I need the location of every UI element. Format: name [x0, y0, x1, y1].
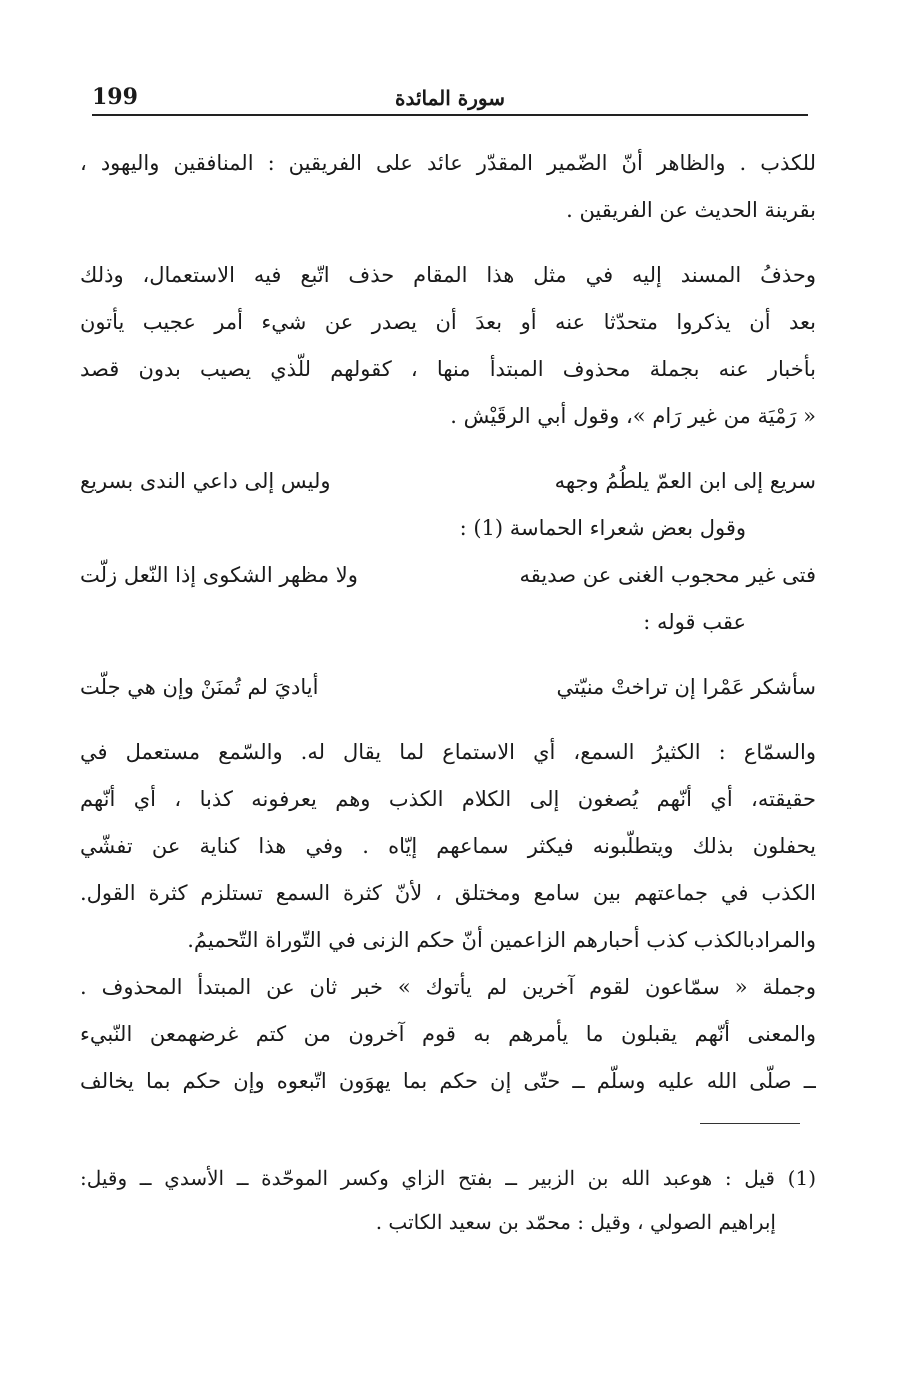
verse-first-hemistich: سأشكر عَمْرا إن تراختْ منيّتي — [556, 675, 816, 699]
text-line: للكذب . والظاهر أنّ الضّمير المقدّر عائد على الفريقين : المنافقين واليهود ، — [80, 151, 816, 175]
text-line: والمرادبالكذب كذب أحبارهم الزاعمين أنّ حكم الزنى في التّوراة التّحميمُ. — [187, 928, 816, 952]
verse-first-hemistich: سريع إلى ابن العمّ يلطُمُ وجهه — [554, 469, 816, 493]
text-line: « رَمْيَة من غير رَام »، وقول أبي الرقَيْش . — [450, 404, 816, 428]
text-line: عقب قوله : — [643, 610, 746, 634]
poem-verse — [80, 458, 816, 505]
main-text — [80, 140, 816, 1105]
header-rule — [92, 114, 808, 116]
text-line: والمعنى أنّهم يقبلون ما يأمرهم به قوم آخرون من كتم غرضهمعن النّبيء — [80, 1022, 816, 1046]
footnote-line: (1) قيل : هوعبد الله بن الزبير ــ بفتح الزاي وكسر الموحّدة ــ الأسدي ــ وقيل: — [80, 1166, 816, 1190]
footnote-line: إبراهيم الصولي ، وقيل : محمّد بن سعيد الكاتب . — [375, 1210, 776, 1234]
text-line: وجملة « سمّاعون لقوم آخرين لم يأتوك » خبر ثان عن المبتدأ المحذوف . — [80, 975, 816, 999]
text-line: وقول بعض شعراء الحماسة (1) : — [459, 516, 746, 540]
verse-first-hemistich: فتى غير محجوب الغنى عن صديقه — [519, 563, 816, 587]
page-header — [92, 84, 808, 114]
verse-second-hemistich: ولا مظهر الشكوى إذا النّعل زلّت — [80, 563, 358, 587]
text-line: الكذب في جماعتهم بين سامع ومختلق ، لأنّ كثرة السمع تستلزم كثرة القول. — [80, 881, 816, 905]
text-line: ــ صلّى الله عليه وسلّم ــ حتّى إن حكم بما يهوَون اتّبعوه وإن حكم بما يخالف — [80, 1069, 816, 1093]
text-line: حقيقته، أي أنّهم يُصغون إلى الكلام الكذب وهم يعرفونه كذبا ، أي أنّهم — [80, 787, 816, 811]
verse-second-hemistich: وليس إلى داعي الندى بسريع — [80, 469, 331, 493]
verse-second-hemistich: أياديَ لم تُمنَنْ وإن هي جلّت — [80, 675, 319, 699]
footnote — [80, 1156, 816, 1244]
page-number: 199 — [92, 84, 138, 110]
footnote-rule — [700, 1123, 800, 1124]
text-line: بقرينة الحديث عن الفريقين . — [566, 198, 816, 222]
poem-verse — [80, 664, 816, 711]
text-line: يحفلون بذلك ويتطلّبونه فيكثر سماعهم إيّاه . وفي هذا كناية عن تفشّي — [80, 834, 816, 858]
text-line: بعد أن يذكروا متحدّثا عنه أو بعدَ أن يصدر عن شيء أمر عجيب يأتون — [80, 310, 816, 334]
poem-verse — [80, 552, 816, 599]
text-line: بأخبار عنه بجملة محذوف المبتدأ منها ، كقولهم للّذي يصيب بدون قصد — [80, 357, 816, 381]
text-line: والسمّاع : الكثيرُ السمع، أي الاستماع لما يقال له. والسّمع مستعمل في — [80, 740, 816, 764]
surah-title: سورة المائدة — [394, 86, 506, 110]
text-line: وحذفُ المسند إليه في مثل هذا المقام حذف اتّبع فيه الاستعمال، وذلك — [80, 263, 816, 287]
